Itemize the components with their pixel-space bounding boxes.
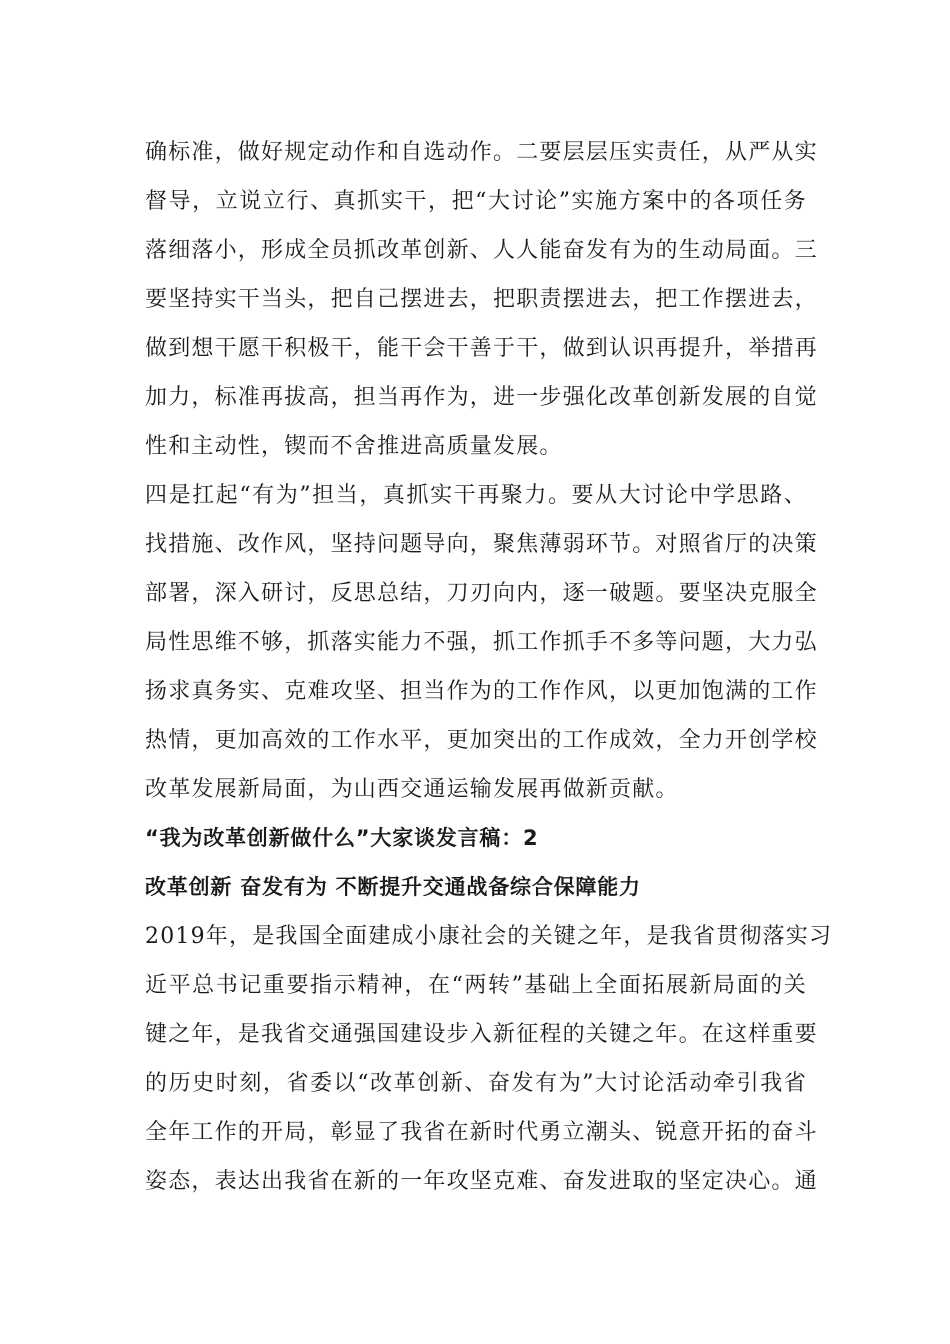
section-heading: “我为改革创新做什么”大家谈发言稿：2 [145,826,539,850]
paragraph-3 [145,912,833,1206]
text-line: 部署，深入研讨，反思总结，刀刃向内，逐一破题。要坚决克服全 [145,581,818,606]
text-line: 局性思维不够，抓落实能力不强，抓工作抓手不多等问题，大力弘 [145,630,818,655]
text-line: 督导，立说立行、真抓实干，把“大讨论”实施方案中的各项任务 [145,189,807,214]
paragraph-2 [145,471,818,814]
text-line: 要坚持实干当头，把自己摆进去，把职责摆进去，把工作摆进去， [145,287,818,312]
text-line: 确标准，做好规定动作和自选动作。二要层层压实责任，从严从实 [145,140,818,165]
text-line: 找措施、改作风，坚持问题导向，聚焦薄弱环节。对照省厅的决策 [145,532,818,557]
text-line: 改革发展新局面，为山西交通运输发展再做新贡献。 [145,777,679,802]
text-line: 扬求真务实、克难攻坚、担当作为的工作作风，以更加饱满的工作 [145,679,818,704]
text-line: 近平总书记重要指示精神，在“两转”基础上全面拓展新局面的关 [145,973,807,998]
text-line: 全年工作的开局，彰显了我省在新时代勇立潮头、锐意开拓的奋斗 [145,1120,818,1145]
text-line: 键之年，是我省交通强国建设步入新征程的关键之年。在这样重要 [145,1022,818,1047]
text-line: 性和主动性，锲而不舍推进高质量发展。 [145,434,563,459]
text-line: 做到想干愿干积极干，能干会干善于干，做到认识再提升，举措再 [145,336,818,361]
text-line: 落细落小，形成全员抓改革创新、人人能奋发有为的生动局面。三 [145,238,818,263]
text-line: 姿态，表达出我省在新的一年攻坚克难、奋发进取的坚定决心。通 [145,1169,818,1194]
speech-title: 改革创新 奋发有为 不断提升交通战备综合保障能力 [145,875,641,899]
text-line: 的历史时刻，省委以“改革创新、奋发有为”大讨论活动牵引我省 [145,1071,807,1096]
text-line: 热情，更加高效的工作水平，更加突出的工作成效，全力开创学校 [145,728,818,753]
text-line: 四是扛起“有为”担当，真抓实干再聚力。要从大讨论中学思路、 [145,483,807,508]
paragraph-1 [145,128,818,471]
text-line: 2019年，是我国全面建成小康社会的关键之年，是我省贯彻落实习 [145,924,833,949]
text-line: 加力，标准再拔高，担当再作为，进一步强化改革创新发展的自觉 [145,385,818,410]
document-body [145,128,833,1206]
